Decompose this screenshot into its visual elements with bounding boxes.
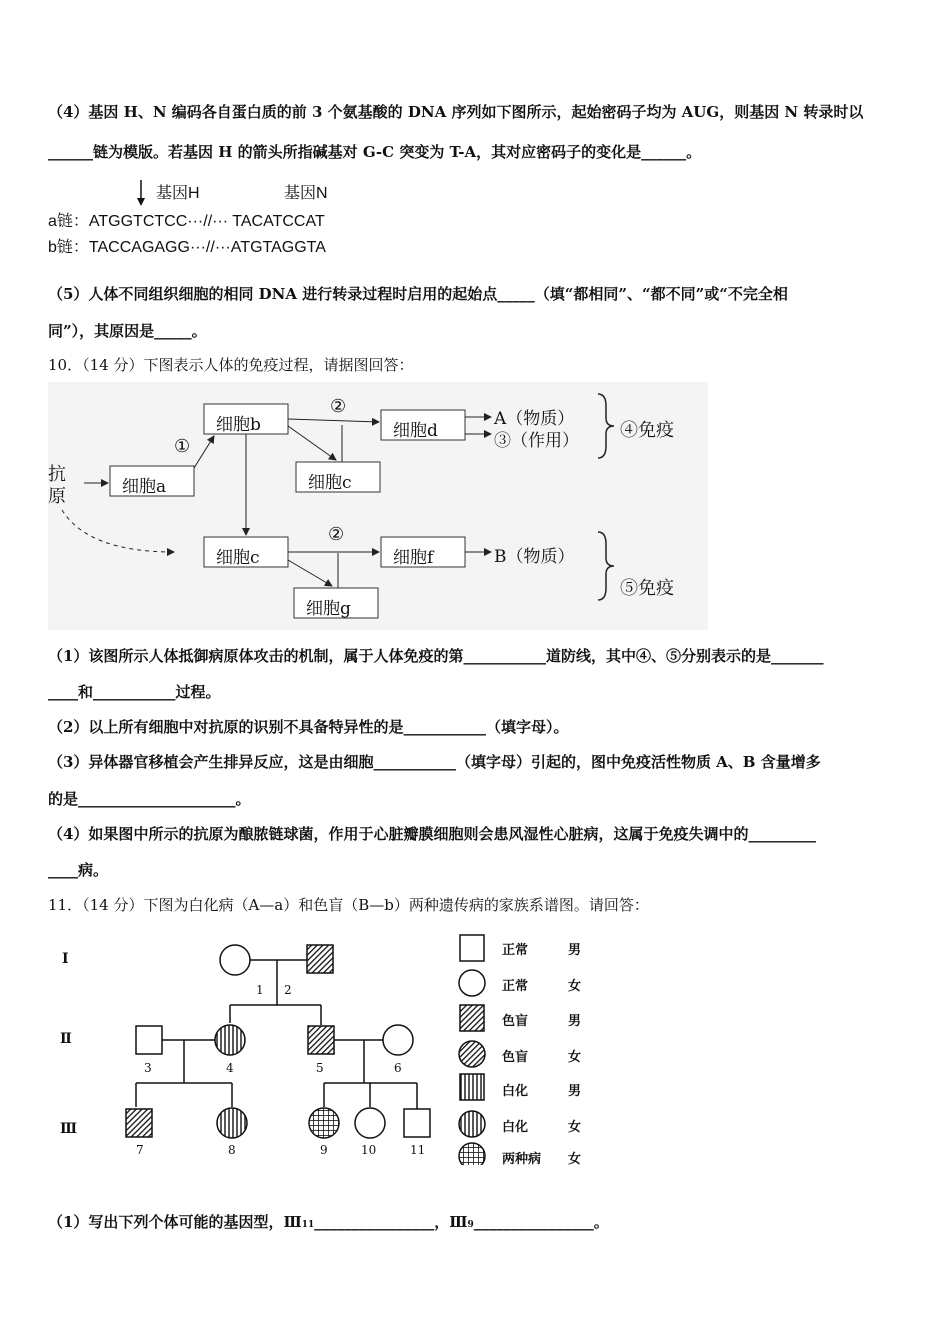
q10-q2: （2）以上所有细胞中对抗原的识别不具备特异性的是___________（填字母）。 bbox=[48, 718, 569, 736]
immune-process-figure bbox=[48, 382, 708, 630]
q11-q1-mid: ________________，Ⅲ bbox=[314, 1213, 468, 1231]
individual-10 bbox=[355, 1108, 385, 1138]
legend-label-1: 正常 bbox=[502, 943, 529, 958]
mark-2-bottom: ② bbox=[328, 524, 345, 545]
immunity-5-label: ⑤免疫 bbox=[620, 578, 674, 599]
legend-label-2: 正常 bbox=[502, 979, 529, 994]
label-10: 10 bbox=[361, 1143, 377, 1157]
cell-c-top-label: 细胞c bbox=[308, 473, 352, 493]
label-1: 1 bbox=[256, 983, 264, 997]
q9-p5-line1: （5）人体不同组织细胞的相同 DNA 进行转录过程时启用的起始点_____（填“都相同”、“都不同”或“不完全相 bbox=[48, 285, 788, 303]
label-8: 8 bbox=[228, 1143, 236, 1157]
legend-sex-6: 女 bbox=[568, 1120, 582, 1135]
legend-label-5: 白化 bbox=[502, 1084, 529, 1099]
legend-normal-female bbox=[459, 970, 485, 996]
pedigree-figure bbox=[48, 925, 608, 1165]
generation-ii-label: Ⅱ bbox=[60, 1031, 72, 1047]
q11-q1 bbox=[48, 1212, 609, 1235]
individual-4 bbox=[215, 1025, 245, 1055]
label-5: 5 bbox=[316, 1061, 324, 1075]
q11-q1-sub-9: 9 bbox=[467, 1220, 474, 1230]
output-3-label: ③（作用） bbox=[494, 431, 579, 451]
q9-p4-line2: ______链为模版。若基因 H 的箭头所指碱基对 G-C 突变为 T-A，其对应密码子的变化是______。 bbox=[48, 143, 702, 161]
antigen-label-2: 原 bbox=[48, 486, 66, 507]
label-4: 4 bbox=[226, 1061, 234, 1075]
q11-q1-end: ________________。 bbox=[473, 1213, 609, 1231]
q11-stem: 11．（14 分）下图为白化病（A—a）和色盲（B—b）两种遗传病的家族系谱图。请回答： bbox=[48, 896, 649, 914]
q10-q1-line2: ____和___________过程。 bbox=[48, 683, 221, 701]
q10-q4-line2: ____病。 bbox=[48, 861, 109, 879]
individual-5 bbox=[308, 1026, 334, 1054]
q10-q3-line1: （3）异体器官移植会产生排异反应，这是由细胞___________（填字母）引起的，图中免疫活性物质 A、B 含量增多 bbox=[48, 753, 821, 771]
label-2: 2 bbox=[284, 983, 292, 997]
legend-sex-1: 男 bbox=[568, 943, 582, 958]
legend-colorblind-male bbox=[460, 1005, 484, 1031]
mark-1: ① bbox=[174, 436, 191, 457]
gene-h-label: 基因H bbox=[156, 185, 200, 202]
q10-stem: 10．（14 分）下图表示人体的免疫过程，请据图回答： bbox=[48, 356, 414, 374]
q11-q1-sub-11: 11 bbox=[301, 1220, 315, 1230]
q10-q4-line1: （4）如果图中所示的抗原为酿脓链球菌，作用于心脏瓣膜细胞则会患风湿性心脏病，这属于免疫失调中的_________ bbox=[48, 825, 816, 843]
label-3: 3 bbox=[144, 1061, 152, 1075]
individual-6 bbox=[383, 1025, 413, 1055]
cell-g-label: 细胞g bbox=[306, 599, 351, 619]
individual-9 bbox=[309, 1108, 339, 1138]
a-chain-sequence: a链：ATGGTCTCC···//··· TACATCCAT bbox=[48, 213, 325, 230]
legend-colorblind-female bbox=[459, 1041, 485, 1067]
individual-3 bbox=[136, 1026, 162, 1054]
legend-both-female bbox=[459, 1143, 485, 1165]
legend-albino-male bbox=[460, 1074, 484, 1100]
generation-i-label: I bbox=[62, 951, 69, 967]
label-6: 6 bbox=[394, 1061, 402, 1075]
legend-label-7: 两种病 bbox=[502, 1152, 542, 1167]
immunity-4-label: ④免疫 bbox=[620, 420, 674, 441]
q9-p4-line1: （4）基因 H、N 编码各自蛋白质的前 3 个氨基酸的 DNA 序列如下图所示，起始密码子均为 AUG，则基因 N 转录时以 bbox=[48, 103, 864, 121]
cell-f-label: 细胞f bbox=[393, 548, 434, 568]
cell-a-label: 细胞a bbox=[122, 477, 167, 497]
individual-8 bbox=[217, 1108, 247, 1138]
mark-2-top: ② bbox=[330, 396, 347, 417]
gene-n-label: 基因N bbox=[284, 185, 328, 202]
legend-label-3: 色盲 bbox=[502, 1014, 529, 1029]
output-a-label: A（物质） bbox=[494, 409, 575, 429]
dna-sequence-figure bbox=[48, 172, 388, 262]
q10-q1-line1: （1）该图所示人体抵御病原体攻击的机制，属于人体免疫的第___________道防线，其中④、⑤分别表示的是_______ bbox=[48, 647, 824, 665]
legend-sex-7: 女 bbox=[568, 1152, 582, 1167]
individual-7 bbox=[126, 1109, 152, 1137]
b-chain-sequence: b链：TACCAGAGG···//···ATGTAGGTA bbox=[48, 239, 326, 256]
legend-albino-female bbox=[459, 1111, 485, 1137]
cell-b-label: 细胞b bbox=[216, 415, 261, 435]
output-b-label: B（物质） bbox=[494, 547, 575, 567]
q10-q3-line2: 的是_____________________。 bbox=[48, 790, 251, 808]
generation-iii-label: Ⅲ bbox=[60, 1121, 78, 1137]
q11-q1-pre: （1）写出下列个体可能的基因型，Ⅲ bbox=[48, 1213, 302, 1231]
legend-sex-5: 男 bbox=[568, 1084, 582, 1099]
cell-d-label: 细胞d bbox=[393, 421, 438, 441]
legend-sex-3: 男 bbox=[568, 1014, 582, 1029]
label-9: 9 bbox=[320, 1143, 328, 1157]
label-11: 11 bbox=[410, 1143, 426, 1157]
legend-label-4: 色盲 bbox=[502, 1050, 529, 1065]
label-7: 7 bbox=[136, 1143, 144, 1157]
legend-sex-4: 女 bbox=[568, 1050, 582, 1065]
q9-p5-line2: 同”），其原因是_____。 bbox=[48, 322, 207, 340]
legend-label-6: 白化 bbox=[502, 1120, 529, 1135]
individual-1 bbox=[220, 945, 250, 975]
individual-11 bbox=[404, 1109, 430, 1137]
cell-c-bottom-label: 细胞c bbox=[216, 548, 260, 568]
mutation-arrow-head bbox=[137, 198, 145, 206]
legend-sex-2: 女 bbox=[568, 979, 582, 994]
immune-process-diagram bbox=[48, 382, 708, 630]
antigen-label-1: 抗 bbox=[48, 464, 66, 485]
individual-2 bbox=[307, 945, 333, 973]
legend-normal-male bbox=[460, 935, 484, 961]
